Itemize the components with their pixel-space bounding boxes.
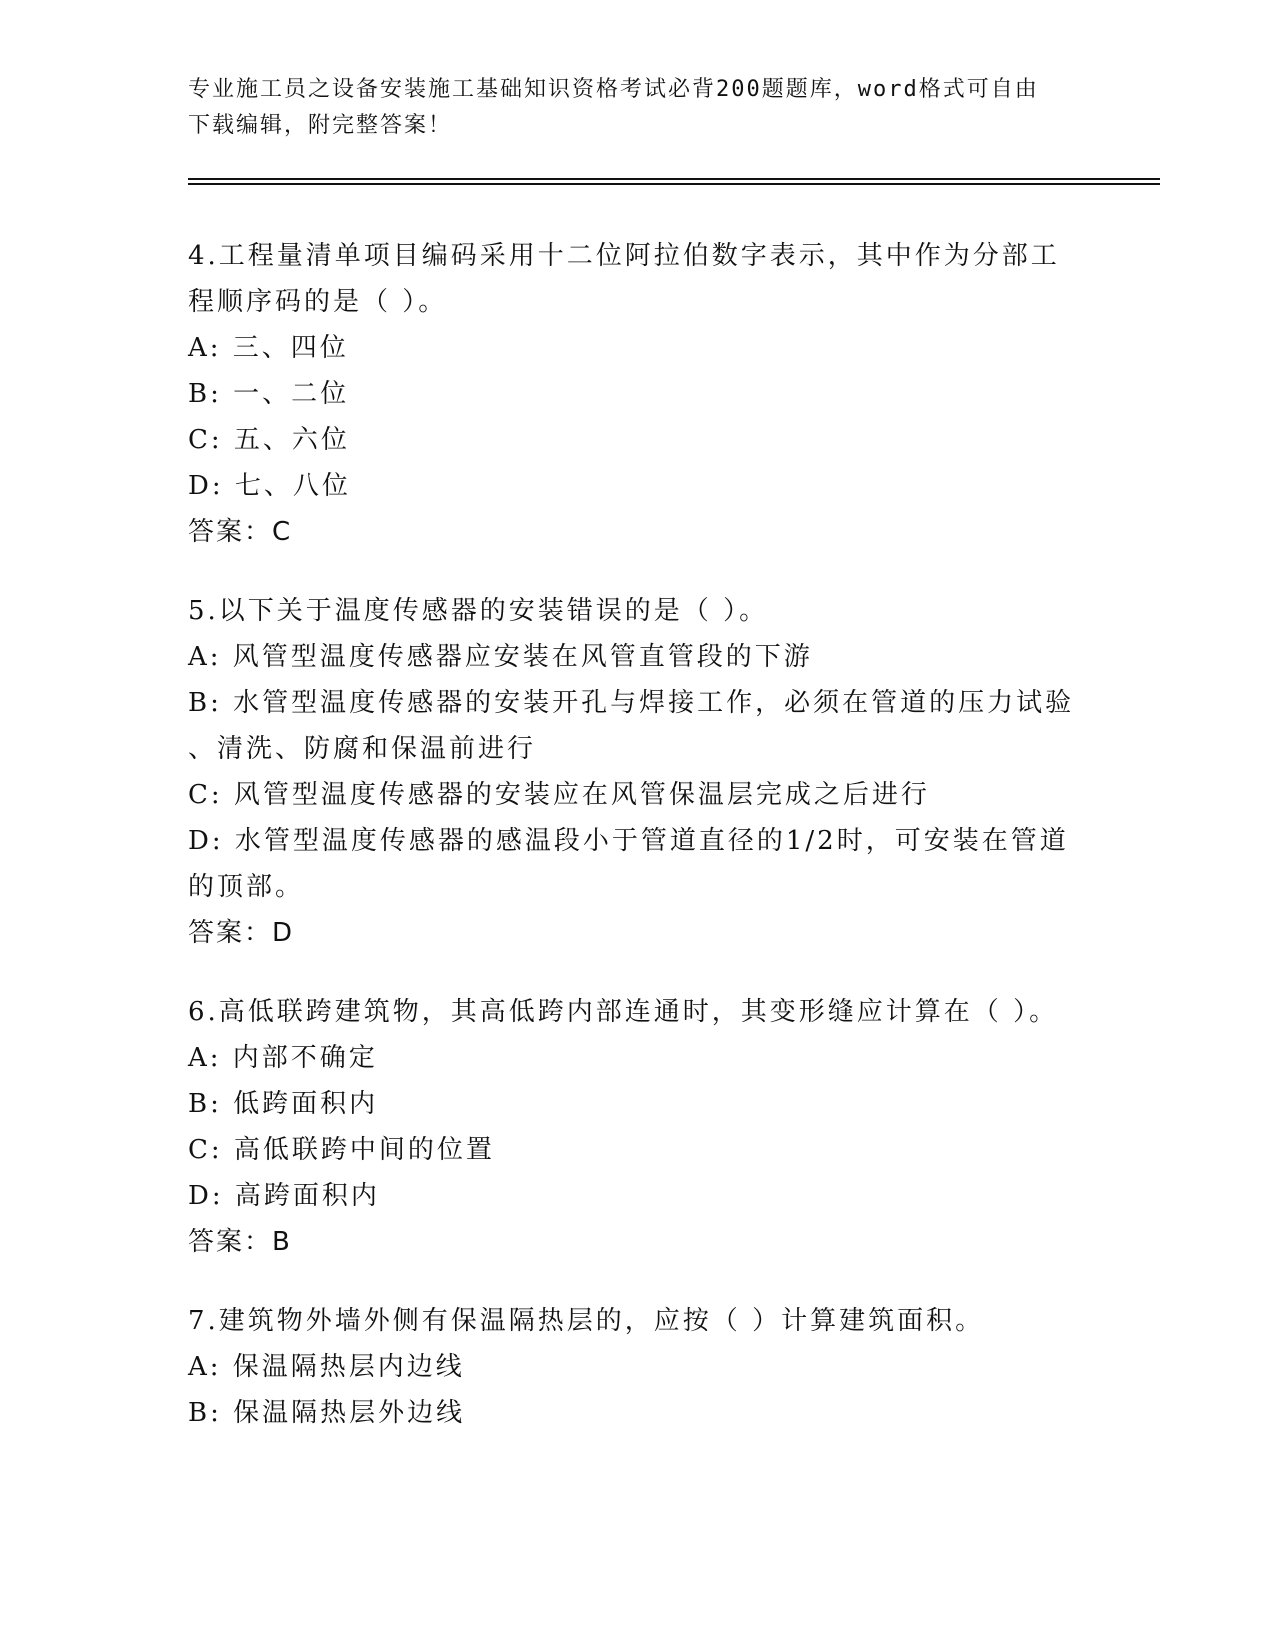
- option-d: D: 七、八位: [188, 471, 351, 501]
- option-d-continued: 的顶部。: [188, 872, 305, 902]
- option-b: B: 一、二位: [188, 379, 350, 409]
- question-stem-line: 程顺序码的是（ ）。: [188, 287, 448, 317]
- option-b-continued: 、清洗、防腐和保温前进行: [188, 734, 537, 764]
- option-d: D: 水管型温度传感器的感温段小于管道直径的1/2时，可安装在管道: [188, 826, 1069, 856]
- option-a: A: 保温隔热层内边线: [188, 1352, 465, 1382]
- header-line-1: 专业施工员之设备安装施工基础知识资格考试必背200题题库，word格式可自由: [188, 77, 1039, 102]
- question-stem-line: 5.以下关于温度传感器的安装错误的是（ ）。: [188, 596, 769, 626]
- answer-line: 答案：C: [188, 517, 293, 547]
- question-list: [188, 233, 1088, 1469]
- option-c: C: 高低联跨中间的位置: [188, 1135, 495, 1165]
- question-7: [188, 1298, 1088, 1436]
- header-line-2: 下载编辑，附完整答案！: [188, 113, 453, 138]
- option-a: A: 三、四位: [188, 333, 349, 363]
- question-4: [188, 233, 1088, 555]
- document-header: [188, 72, 1088, 144]
- option-b: B: 低跨面积内: [188, 1089, 379, 1119]
- option-a: A: 风管型温度传感器应安装在风管直管段的下游: [188, 642, 813, 672]
- question-6: [188, 989, 1088, 1265]
- option-a: A: 内部不确定: [188, 1043, 378, 1073]
- question-5: [188, 588, 1088, 956]
- option-b: B: 水管型温度传感器的安装开孔与焊接工作，必须在管道的压力试验: [188, 688, 1075, 718]
- answer-line: 答案：B: [188, 1227, 292, 1257]
- header-divider-bottom: [188, 183, 1160, 185]
- question-stem-line: 6.高低联跨建筑物，其高低跨内部连通时，其变形缝应计算在（ ）。: [188, 997, 1059, 1027]
- header-divider-top: [188, 178, 1160, 180]
- question-stem-line: 4.工程量清单项目编码采用十二位阿拉伯数字表示，其中作为分部工: [188, 241, 1060, 271]
- option-c: C: 风管型温度传感器的安装应在风管保温层完成之后进行: [188, 780, 930, 810]
- option-d: D: 高跨面积内: [188, 1181, 380, 1211]
- option-b: B: 保温隔热层外边线: [188, 1398, 466, 1428]
- question-stem-line: 7.建筑物外墙外侧有保温隔热层的，应按（ ）计算建筑面积。: [188, 1306, 985, 1336]
- option-c: C: 五、六位: [188, 425, 350, 455]
- answer-line: 答案：D: [188, 918, 295, 948]
